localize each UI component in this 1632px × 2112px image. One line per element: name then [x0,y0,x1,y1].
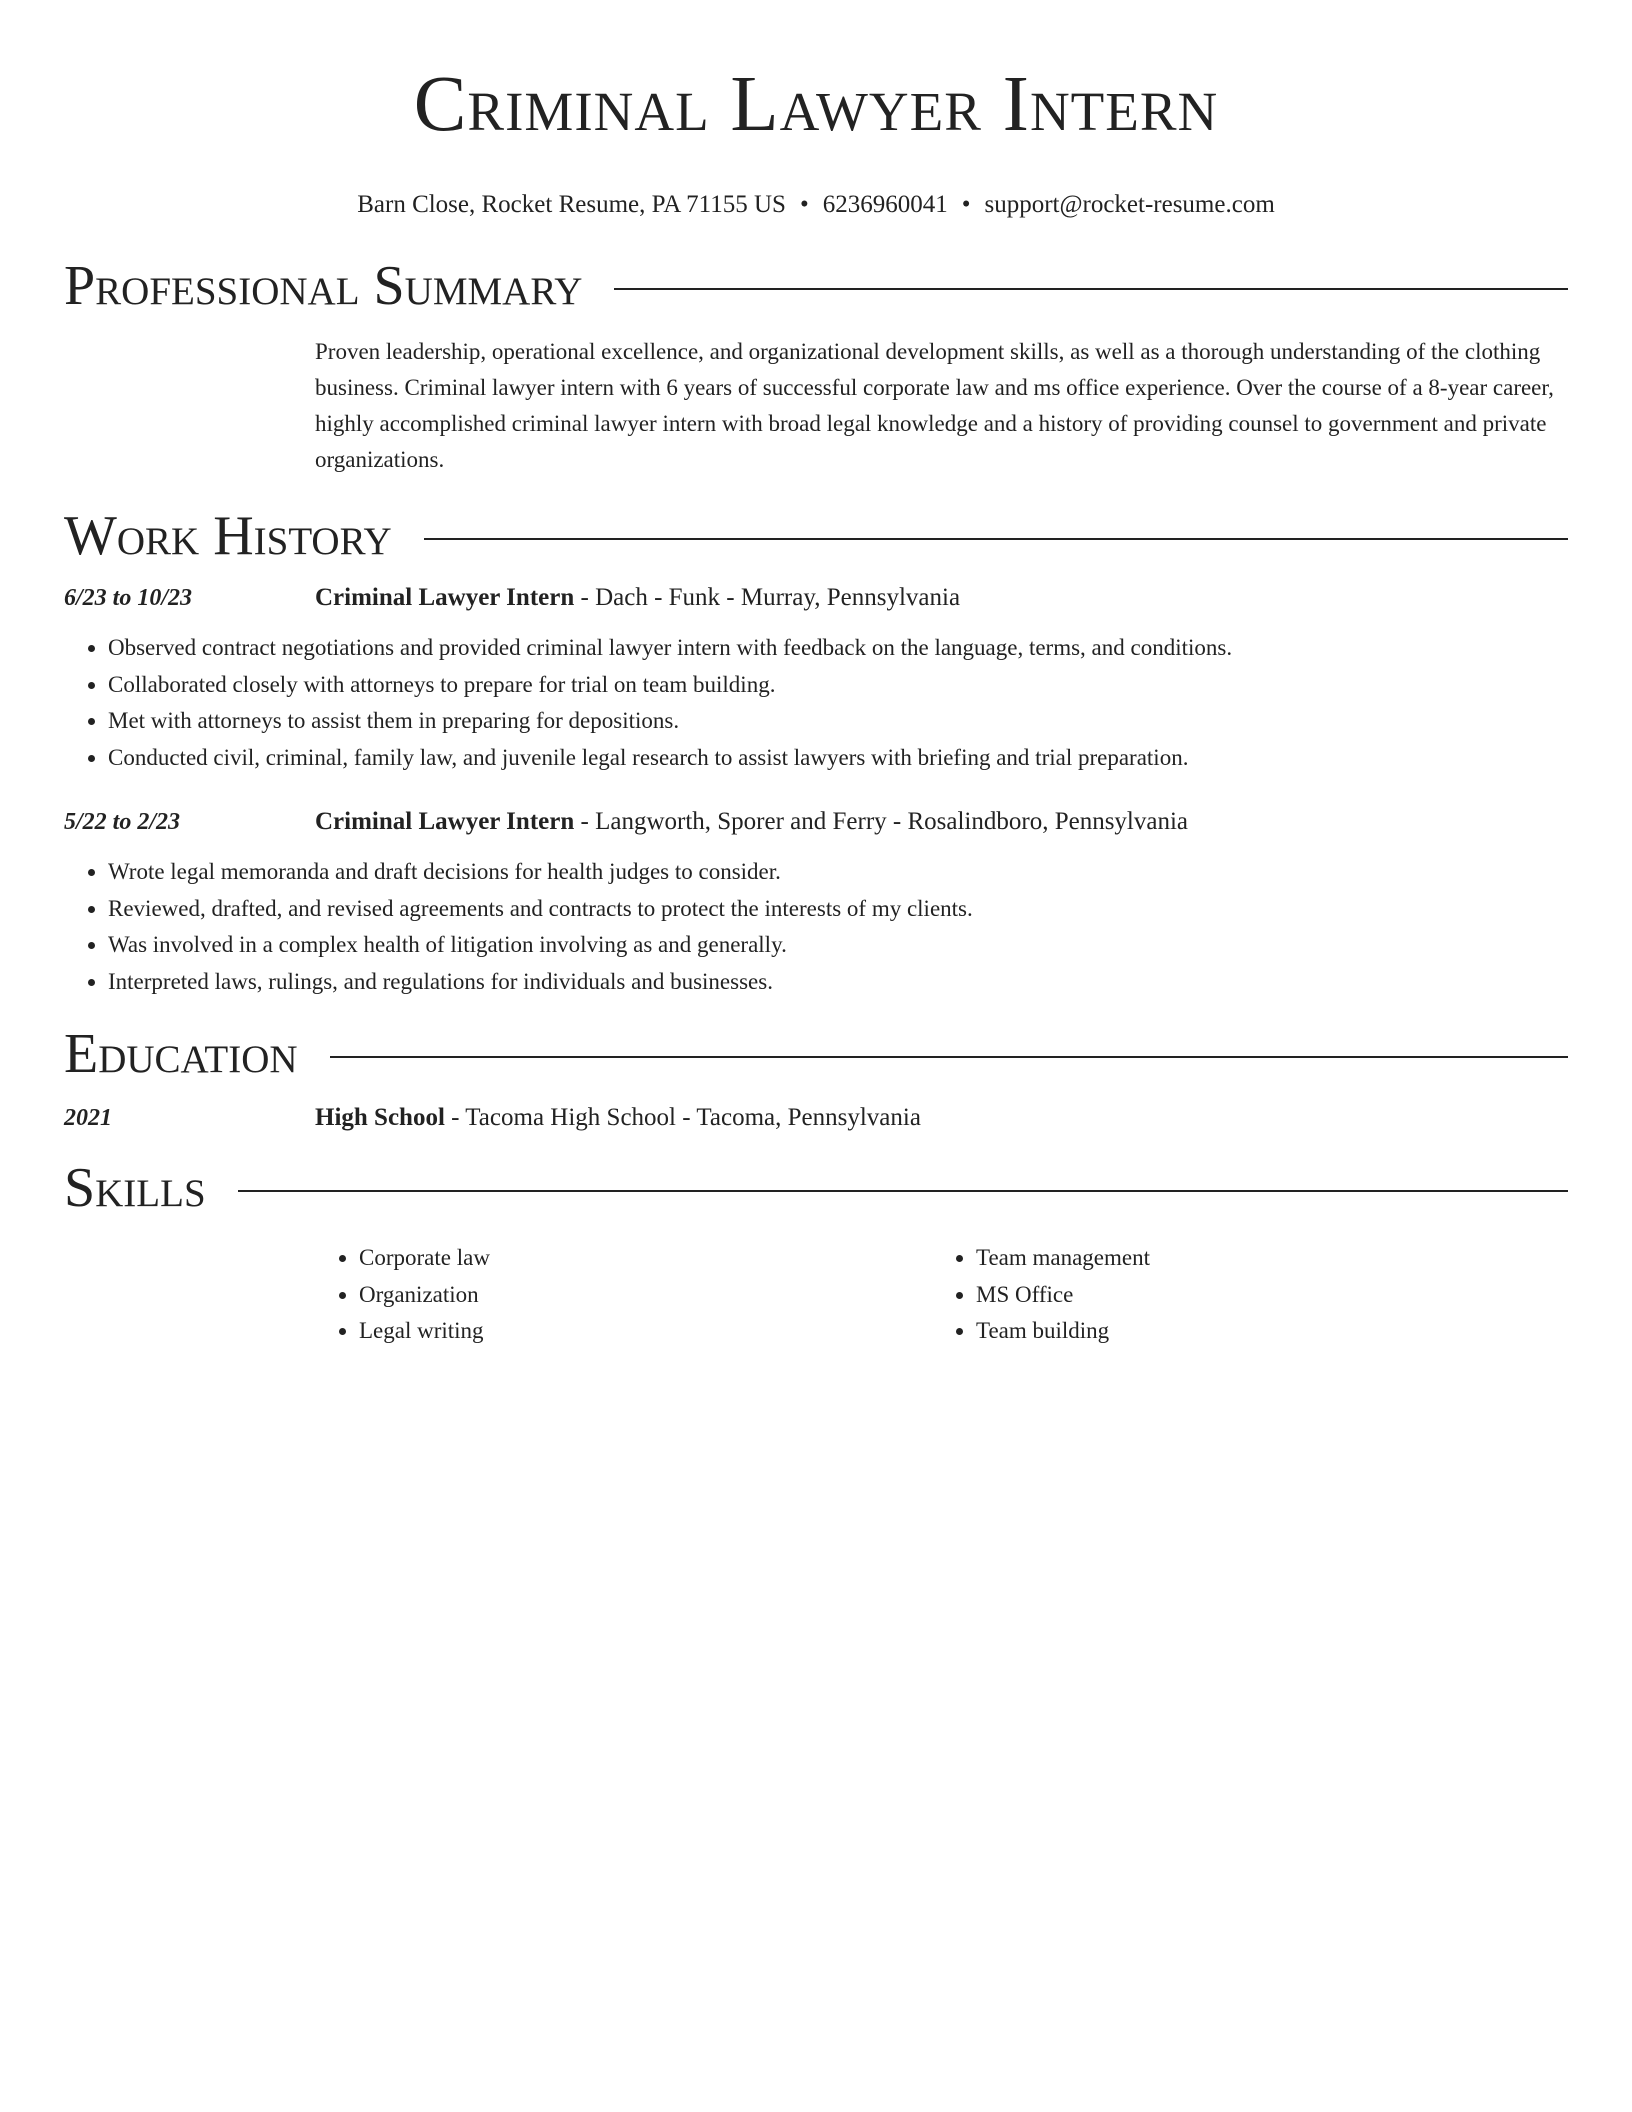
bullet-item: • Observed contract negotiations and provided criminal lawyer intern with feedback on the language, terms, and conditions. [108,630,1568,667]
bullet-item: • Collaborated closely with attorneys to prepare for trial on team building. [108,667,1568,704]
skills-list [315,1240,1568,1350]
education-year: 2021 [64,1105,112,1131]
bullet-item: • Interpreted laws, rulings, and regulations for individuals and businesses. [108,964,1568,1001]
section-divider [614,288,1568,290]
section-title: Professional Summary [64,255,583,317]
skill-item: • Team management [976,1240,1549,1277]
separator-dot: • [961,191,971,218]
address: Barn Close, Rocket Resume, PA 71155 US [357,191,786,218]
education-heading [315,1102,921,1134]
section-divider [330,1056,1568,1058]
job-entry [64,806,1568,1000]
bullet-item: • Reviewed, drafted, and revised agreements and contracts to protect the interests of my clients. [108,891,1568,928]
job-heading [315,582,960,614]
separator-dot: • [799,191,809,218]
job-dates: 6/23 to 10/23 [64,585,193,611]
bullet-item: • Wrote legal memoranda and draft decisions for health judges to consider. [108,854,1568,891]
candidate-name: Criminal Lawyer Intern [413,61,1219,148]
section-header-education [64,1022,1568,1086]
section-title: Work History [64,505,392,567]
job-dates: 5/22 to 2/23 [64,809,181,835]
bullet-item: • Conducted civil, criminal, family law, and juvenile legal research to assist lawyers with briefing and trial preparation. [108,740,1568,777]
skill-item: • MS Office [976,1277,1549,1314]
section-title: Skills [64,1157,206,1219]
section-header-work [64,504,1568,568]
section-title: Education [64,1023,298,1085]
phone: 6236960041 [822,191,948,218]
email: support@rocket-resume.com [984,191,1275,218]
skills-column-left [315,1240,932,1350]
bullet-item: • Met with attorneys to assist them in preparing for depositions. [108,703,1568,740]
summary-text: Proven leadership, operational excellence, and organizational development skills, as well as a thorough understanding of the clothing business. Criminal lawyer intern with 6 years of successful corporate law and ms office experience. Over the course of a 8-year career, highly accomplished criminal lawyer intern with broad legal knowledge and a history of providing counsel to government and private organizations. [315,339,1554,472]
job-title: Criminal Lawyer Intern [315,584,575,611]
job-title: Criminal Lawyer Intern [315,808,575,835]
skill-item: • Team building [976,1313,1549,1350]
section-divider [238,1190,1568,1192]
job-bullets [64,854,1568,1000]
bullet-item: • Was involved in a complex health of litigation involving as and generally. [108,927,1568,964]
skill-item: • Organization [359,1277,932,1314]
job-entry [64,582,1568,776]
section-divider [424,538,1568,540]
skills-column-right [932,1240,1549,1350]
section-header-summary [64,254,1568,318]
job-details: - Langworth, Sporer and Ferry - Rosalindboro, Pennsylvania [574,808,1189,835]
job-heading [315,806,1188,838]
degree: High School [315,1104,445,1131]
job-details: - Dach - Funk - Murray, Pennsylvania [574,584,961,611]
skill-item: • Legal writing [359,1313,932,1350]
skill-item: • Corporate law [359,1240,932,1277]
school-details: - Tacoma High School - Tacoma, Pennsylvania [444,1104,921,1131]
job-bullets [64,630,1568,776]
education-entry [64,1102,1568,1134]
section-header-skills [64,1156,1568,1220]
contact-line [64,190,1568,220]
